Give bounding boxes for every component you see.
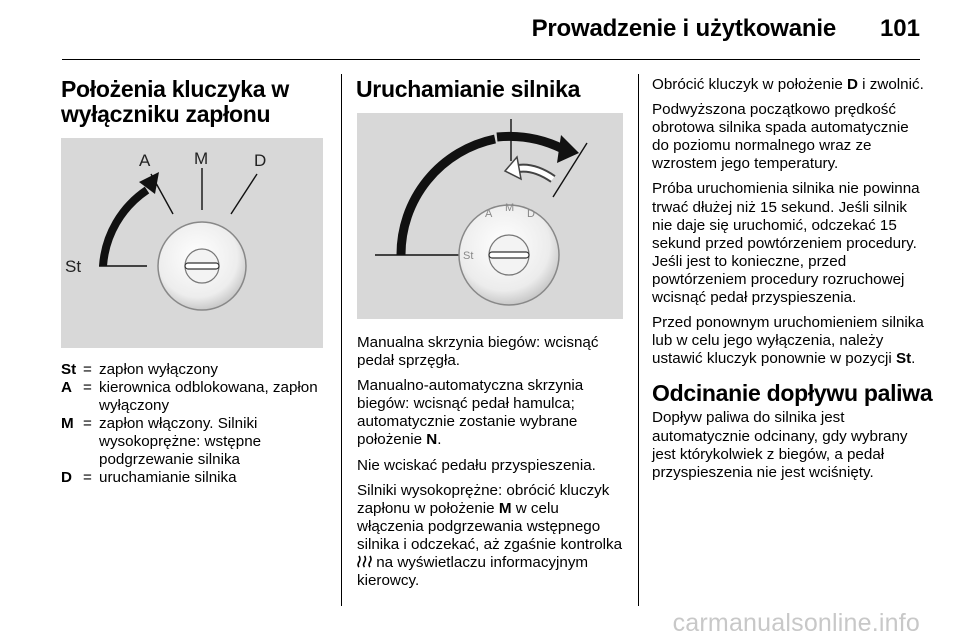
legend-eq: = (83, 361, 92, 378)
legend-key: St (61, 361, 77, 378)
label-d: D (254, 151, 267, 170)
ignition-switch-diagram (61, 138, 323, 348)
header-rule (62, 59, 920, 60)
legend-text: zapłon wyłączony (99, 361, 219, 378)
legend-row (61, 469, 323, 487)
label-a: A (485, 208, 493, 220)
paragraph: Manualno-automatyczna skrzynia biegów: wcisnąć pedał hamulca; automatycznie zostanie wybrane położenie N. (357, 377, 584, 449)
column-engine-start-continued (652, 76, 933, 489)
legend-eq: = (83, 415, 92, 432)
key-turn-diagram (357, 113, 623, 319)
paragraph: Dopływ paliwa do silnika jest automatycznie odcinany, gdy wybrany jest którykolwiek z biegów, a pedał przyspieszenia nie jest wciśnięty. (652, 409, 908, 481)
page-number: 101 (879, 15, 920, 42)
ignition-legend (61, 361, 323, 487)
label-m: M (194, 149, 209, 168)
column-divider-2 (638, 74, 639, 606)
header-title: Prowadzenie i użytkowanie (531, 15, 836, 42)
ignition-positions-figure (61, 138, 323, 348)
legend-eq: = (83, 379, 92, 396)
paragraph: Przed ponownym uruchomieniem silnika lub w celu jego wyłączenia, należy ustawić kluczyk ponownie w pozycji St. (652, 314, 924, 368)
legend-text: kierownica odblokowana, zapłon wyłączony (99, 379, 318, 414)
label-a: A (139, 151, 151, 170)
legend-key: D (61, 469, 72, 486)
page-header (0, 0, 960, 60)
legend-key: A (61, 379, 72, 396)
legend-key: M (61, 415, 74, 432)
glow-plug-icon (357, 555, 372, 568)
paragraph: Obrócić kluczyk w położenie D i zwolnić. (652, 76, 924, 93)
watermark: carmanualsonline.info (672, 609, 920, 637)
paragraph: Próba uruchomienia silnika nie powinna trwać dłużej niż 15 sekund. Jeśli silnik nie daje się uruchomić, odczekać 15 sekund przed powtórzeniem procedury. Jeśli jest to konieczne, przed powtórzeniem procedury rozruchowej wcisnąć pedał przyspieszenia. (652, 180, 920, 307)
label-st: St (65, 257, 82, 276)
label-m: M (505, 202, 515, 214)
engine-start-figure (357, 113, 623, 319)
section-heading-engine-start: Uruchamianie silnika (356, 76, 581, 102)
paragraph: Silniki wysokoprężne: obrócić kluczyk zapłonu w położenie M w celu włączenia podgrzewania wstępnego silnika i odczekać, aż zgaśnie kontrolka na wyświetlaczu informacyjnym kierowcy. (357, 481, 623, 590)
label-d: D (527, 208, 535, 220)
paragraph: Manualna skrzynia biegów: wcisnąć pedał sprzęgła. (357, 334, 599, 370)
column-divider-1 (341, 74, 342, 606)
engine-start-body (357, 334, 627, 597)
section-heading-ignition-positions: Położenia kluczyka w wyłączniku zapłonu (61, 76, 289, 127)
legend-text: uruchamianie silnika (99, 469, 237, 486)
legend-eq: = (83, 469, 92, 486)
legend-row (61, 361, 323, 379)
legend-row (61, 415, 323, 469)
paragraph: Podwyższona początkowo prędkość obrotowa silnika spada automatycznie do poziomu normalnego wraz ze wzrostem jego temperatury. (652, 101, 909, 173)
label-st: St (463, 250, 474, 262)
section-heading-fuel-cutoff: Odcinanie dopływu paliwa (652, 380, 933, 407)
paragraph: Nie wciskać pedału przyspieszenia. (357, 456, 596, 474)
legend-row (61, 379, 323, 415)
legend-text: zapłon włączony. Silniki wysokoprężne: wstępne podgrzewanie silnika (99, 415, 262, 468)
